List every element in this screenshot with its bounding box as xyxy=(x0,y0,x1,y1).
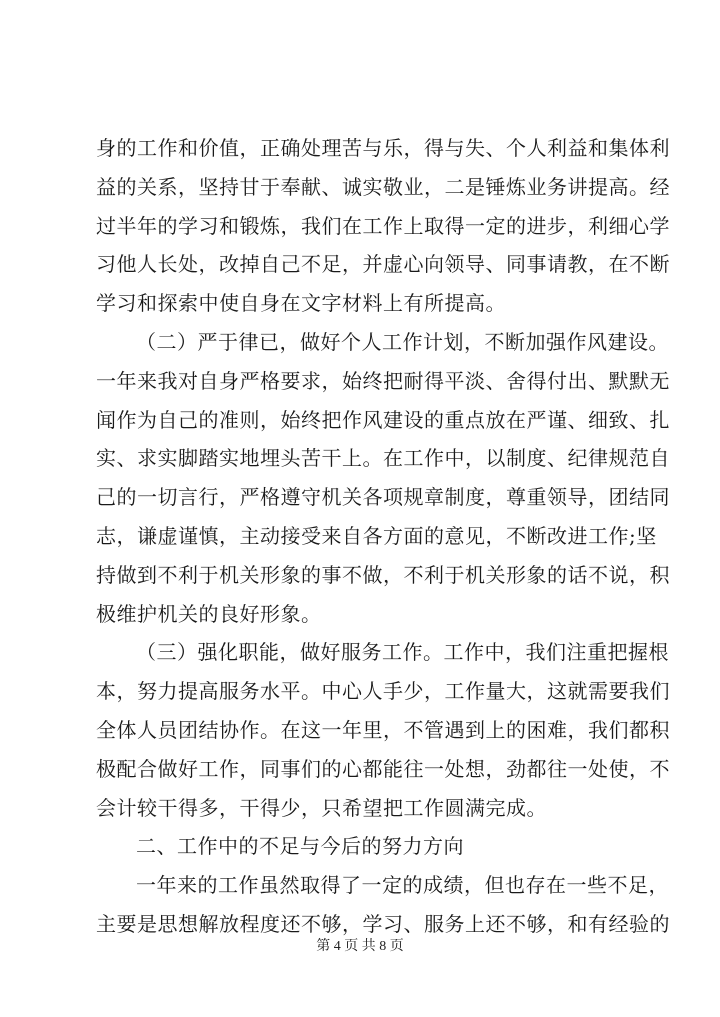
text-line: 过半年的学习和锻炼，我们在工作上取得一定的进步，利细心学 xyxy=(96,213,670,238)
heading-line: 二、工作中的不足与今后的努力方向 xyxy=(136,834,464,859)
text-line: （二）严于律已，做好个人工作计划，不断加强作风建设。 xyxy=(136,329,669,354)
text-line: 全体人员团结协作。在这一年里，不管遇到上的困难，我们都积 xyxy=(96,717,670,742)
text-line: 主要是思想解放程度还不够，学习、服务上还不够，和有经验的 xyxy=(96,911,670,936)
text-line: 学习和探索中使自身在文字材料上有所提高。 xyxy=(96,291,506,316)
document-body xyxy=(96,129,670,944)
text-line: 持做到不利于机关形象的事不做，不利于机关形象的话不说，积 xyxy=(96,562,670,587)
text-line: 实、求实脚踏实地埋头苦干上。在工作中，以制度、纪律规范自 xyxy=(96,446,670,471)
text-line: （三）强化职能，做好服务工作。工作中，我们注重把握根 xyxy=(136,640,669,665)
text-line: 志，谦虚谨慎，主动接受来自各方面的意见，不断改进工作;坚 xyxy=(96,523,657,548)
text-line: 身的工作和价值，正确处理苦与乐，得与失、个人利益和集体利 xyxy=(96,136,670,160)
text-line: 习他人长处，改掉自己不足，并虚心向领导、同事请教，在不断 xyxy=(96,252,670,277)
text-line: 一年来我对自身严格要求，始终把耐得平淡、舍得付出、默默无 xyxy=(96,368,670,393)
text-line: 一年来的工作虽然取得了一定的成绩，但也存在一些不足， xyxy=(136,873,669,898)
text-line: 会计较干得多，干得少，只希望把工作圆满完成。 xyxy=(96,795,547,820)
paragraph-1 xyxy=(96,129,670,323)
paragraph-3 xyxy=(96,633,670,827)
text-line: 本，努力提高服务水平。中心人手少，工作量大，这就需要我们 xyxy=(96,679,670,704)
text-line: 闻作为自己的准则，始终把作风建设的重点放在严谨、细致、扎 xyxy=(96,407,670,432)
text-line: 极配合做好工作，同事们的心都能往一处想，劲都往一处使，不 xyxy=(96,756,670,781)
page-number-label: 第 4 页 共 8 页 xyxy=(316,939,404,954)
section-heading xyxy=(96,827,636,866)
page-footer xyxy=(0,938,720,956)
paragraph-2 xyxy=(96,323,670,633)
text-line: 益的关系，坚持甘于奉献、诚实敬业，二是锤炼业务讲提高。经 xyxy=(96,174,670,199)
paragraph-4 xyxy=(96,866,670,944)
text-line: 极维护机关的良好形象。 xyxy=(96,601,322,626)
text-line: 己的一切言行，严格遵守机关各项规章制度，尊重领导，团结同 xyxy=(96,485,670,510)
